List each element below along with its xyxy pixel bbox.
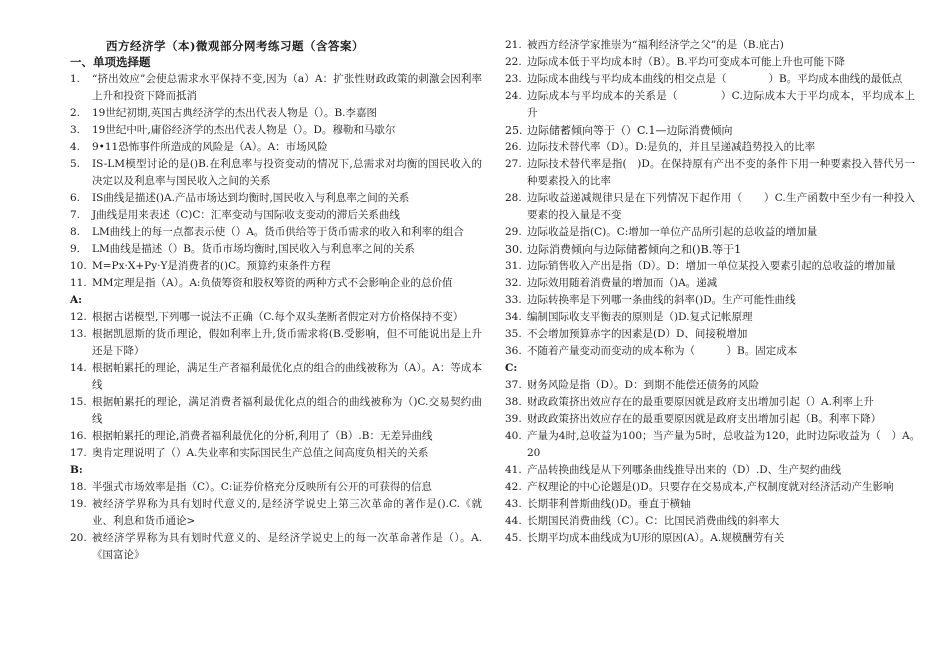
question-number: 23. — [505, 73, 522, 85]
question-text: 长期菲利普斯曲线()D。垂直于横轴 — [527, 498, 691, 510]
question-text: 产量为4时,总收益为100；当产量为5时，总收益为120，此时边际收益为（ ）A。 20 — [527, 430, 926, 459]
question-number: 9. — [70, 243, 81, 255]
question-item — [505, 292, 915, 309]
question-item — [505, 496, 915, 513]
question-item — [70, 190, 482, 207]
question-text: 半强式市场效率是指（C）。C:证券价格充分反映所有公开的可获得的信息 — [92, 481, 432, 493]
question-text: M=Px·X+Py·Y是消费者的()C。预算约束条件方程 — [92, 260, 331, 272]
question-item — [505, 241, 915, 258]
question-number: 18. — [70, 481, 87, 493]
question-number: 2. — [70, 107, 81, 119]
question-text: 9•11恐怖事件所造成的风险是（A）。A：市场风险 — [92, 141, 328, 153]
question-number: 16. — [70, 430, 87, 442]
question-item — [70, 275, 482, 292]
right-question-list — [505, 37, 926, 547]
question-text: 不随着产量变动而变动的成本称为（ ）B。固定成本 — [527, 345, 798, 357]
question-number: 37. — [505, 379, 522, 391]
question-item — [70, 428, 482, 445]
question-number: 4. — [70, 141, 81, 153]
question-text: 边际技术替代率是指( )D。在保持原有产出不变的条件下用一种要素投入替代另一种要素投入的比率 — [527, 158, 915, 187]
question-number: 34. — [505, 311, 522, 323]
question-number: 36. — [505, 345, 522, 357]
question-item — [70, 105, 482, 122]
question-text: 奥肯定理说明了（）A.失业率和实际国民生产总值之间高度负相关的关系 — [92, 447, 429, 459]
question-number: 19. — [70, 498, 87, 510]
question-text: 边际储蓄倾向等于（）C.1—边际消费倾向 — [527, 124, 733, 137]
question-number: 11. — [70, 277, 87, 289]
letter-group-label: C: — [505, 362, 518, 374]
question-item — [505, 258, 915, 275]
letter-group-label: B: — [70, 464, 83, 476]
question-item — [505, 309, 915, 326]
question-number: 17. — [70, 447, 87, 459]
question-number: 21. — [505, 39, 522, 51]
question-text: 边际收益是指(C)。C:增加一单位产品所引起的总收益的增加量 — [527, 226, 818, 238]
question-text: LM曲线上的每一点都表示使（）A。货币供给等于货币需求的收入和利率的组合 — [92, 226, 464, 238]
question-item — [505, 190, 915, 224]
document-title: 西方经济学（本)微观部分网考练习题（含答案） — [106, 39, 364, 53]
question-text: 边际转换率是下列哪一条曲线的斜率()D。生产可能性曲线 — [527, 294, 796, 306]
question-text: 财政政策挤出效应存在的最重要原因就是政府支出增加引起（）A.利率上升 — [527, 396, 874, 408]
question-number: 14. — [70, 362, 87, 374]
question-item — [70, 258, 482, 275]
question-item — [505, 37, 915, 54]
question-item — [70, 326, 482, 360]
question-number: 30. — [505, 243, 523, 256]
question-number: 12. — [70, 311, 87, 323]
question-item — [505, 139, 915, 156]
question-text: 根据古诺模型,下列哪一说法不正确（C.每个双头垄断者假定对方价格保持不变） — [92, 311, 464, 323]
question-text: IS曲线是描述()A.产品市场达到均衡时,国民收入与利息率之间的关系 — [92, 192, 410, 204]
left-column — [70, 54, 482, 564]
question-item — [505, 343, 915, 360]
question-number: 33. — [505, 294, 522, 306]
question-item — [70, 224, 482, 241]
question-item — [70, 71, 482, 105]
question-number: 28. — [505, 192, 522, 204]
question-text: 边际成本曲线与平均成本曲线的相交点是（ ）B。平均成本曲线的最低点 — [527, 73, 903, 85]
question-text: 财政政策挤出效应存在的最重要原因就是政府支出增加引起（B。利率下降） — [527, 413, 882, 425]
question-number: 15. — [70, 396, 87, 408]
question-text: 被经济学界称为具有划时代意义的、是经济学说史上的每一次革命著作是（）。A.《国富论》 — [92, 532, 482, 561]
question-number: 43. — [505, 498, 522, 510]
question-item — [70, 394, 482, 428]
question-text: 边际消费倾向与边际储蓄倾向之和()B.等于1 — [527, 243, 742, 256]
question-number: 5. — [70, 158, 81, 170]
question-number: 29. — [505, 226, 522, 238]
question-text: 编制国际收支平衡表的原则是（)D.复式记帐原理 — [527, 311, 753, 323]
question-item — [505, 275, 915, 292]
question-number: 1. — [70, 73, 81, 85]
question-item — [70, 207, 482, 224]
question-item — [70, 156, 482, 190]
question-item — [505, 428, 926, 462]
question-item — [505, 156, 915, 190]
question-text: J曲线是用来表述（C)C：汇率变动与国际收支变动的滞后关系曲线 — [92, 209, 400, 221]
question-item — [505, 122, 915, 139]
question-text: 根据凯恩斯的货币理论，假如利率上升,货币需求将(B.受影响，但不可能说出是上升还是下降） — [92, 328, 482, 357]
letter-group-label: A: — [70, 294, 83, 306]
question-number: 35. — [505, 328, 522, 340]
question-text: 不会增加预算赤字的因素是(D）D、间接税增加 — [527, 328, 748, 340]
question-number: 20. — [70, 532, 87, 544]
question-number: 31. — [505, 260, 522, 272]
question-number: 40. — [505, 430, 522, 442]
question-text: LM曲线是描述（）B。货币市场均衡时,国民收入与利息率之间的关系 — [92, 243, 415, 255]
question-item — [505, 54, 915, 71]
question-number: 6. — [70, 192, 81, 204]
question-text: 边际成本与平均成本的关系是（ ）C.边际成本大于平均成本，平均成本上升 — [527, 90, 915, 119]
question-item — [70, 241, 482, 258]
question-item — [505, 479, 915, 496]
question-number: 13. — [70, 328, 87, 340]
question-item — [505, 394, 915, 411]
question-number: 42. — [505, 481, 522, 493]
question-text: 产权理论的中心论题是()D。只要存在交易成本,产权制度就对经济活动产生影响 — [527, 481, 894, 493]
left-question-list — [70, 71, 482, 564]
question-text: 边际技术替代率（D）。D:是负的，并且呈递减趋势投入的比率 — [527, 141, 816, 153]
question-number: 7. — [70, 209, 81, 221]
question-text: 根据帕累托的理论,消费者福利最优化的分析,利用了（B）.B：无差异曲线 — [92, 430, 433, 442]
question-text: MM定理是指（A）。A:负债筹资和股权筹资的两种方式不会影响企业的总价值 — [92, 277, 453, 289]
question-item — [505, 326, 915, 343]
question-text: 边际成本低于平均成本时（B）。B.平均可变成本可能上升也可能下降 — [527, 56, 846, 68]
question-text: 财务风险是指（D）。D：到期不能偿还债务的风险 — [527, 379, 760, 391]
question-item — [505, 88, 915, 122]
question-number: 24. — [505, 90, 522, 102]
question-text: 被西方经济学家推崇为“福利经济学之父”的是（B.庇古) — [527, 39, 784, 51]
question-item — [70, 309, 482, 326]
question-text: “挤出效应”会使总需求水平保持不变,因为（a）A：扩张性财政政策的刺激会因利率上升和投资下降而抵消 — [92, 73, 482, 102]
section-heading: 一、单项选择题 — [70, 55, 151, 69]
question-item — [70, 122, 482, 139]
question-number: 44. — [505, 515, 522, 527]
question-number: 39. — [505, 413, 522, 425]
question-text: 边际销售收入产出是指（D）。D：增加一单位某投入要素引起的总收益的增加量 — [527, 260, 896, 272]
question-item — [505, 462, 915, 479]
question-item — [70, 360, 482, 394]
question-item — [70, 139, 482, 156]
question-number: 27. — [505, 158, 522, 170]
question-number: 22. — [505, 56, 522, 68]
question-item — [70, 479, 482, 496]
question-number: 3. — [70, 124, 81, 136]
question-item — [505, 224, 915, 241]
question-number: 45. — [505, 532, 522, 544]
question-number: 25. — [505, 124, 523, 137]
question-item — [70, 496, 482, 530]
question-text: 19世纪初期,英国古典经济学的杰出代表人物是（）。B.李嘉图 — [92, 107, 378, 119]
question-number: 38. — [505, 396, 522, 408]
question-item — [70, 445, 482, 462]
question-text: 根据帕累托的理论，满足消费者福利最优化点的组合的曲线被称为（)C.交易契约曲线 — [92, 396, 482, 425]
question-number: 41. — [505, 464, 522, 476]
question-text: 边际效用随着消费量的增加而（)A。递减 — [527, 277, 718, 289]
question-text: 长期国民消费曲线（C）。C：比国民消费曲线的斜率大 — [527, 515, 780, 527]
question-text: 19世纪中叶,庸俗经济学的杰出代表人物是（）。D。穆勒和马歇尔 — [92, 124, 396, 136]
question-number: 10. — [70, 260, 87, 272]
right-column — [505, 37, 926, 547]
question-item — [505, 513, 915, 530]
question-text: 产品转换曲线是从下列哪条曲线推导出来的（D）.D、生产契约曲线 — [527, 464, 842, 476]
question-text: IS-LM模型讨论的是()B.在利息率与投资变动的情况下,总需求对均衡的国民收入的决定以及利息率与国民收入之间的关系 — [92, 158, 482, 187]
question-item — [505, 411, 915, 428]
question-item — [505, 377, 915, 394]
question-text: 长期平均成本曲线成为U形的原因(A）。A.规模酬劳有关 — [527, 532, 785, 544]
question-item — [505, 71, 915, 88]
question-text: 根据帕累托的理论，满足生产者福利最优化点的组合的曲线被称为（A）。A：等成本线 — [92, 362, 482, 391]
question-item — [70, 530, 482, 564]
question-text: 边际收益递减规律只是在下列情况下起作用（ ）C.生产函数中至少有一种投入要素的投入量是不变 — [527, 192, 915, 221]
question-number: 32. — [505, 277, 522, 289]
question-item — [505, 530, 915, 547]
question-number: 8. — [70, 226, 81, 238]
question-text: 被经济学界称为具有划时代意义的,是经济学说史上第三次革命的著作是().C.《就业、利息和货币通论> — [92, 498, 482, 527]
question-number: 26. — [505, 141, 522, 153]
